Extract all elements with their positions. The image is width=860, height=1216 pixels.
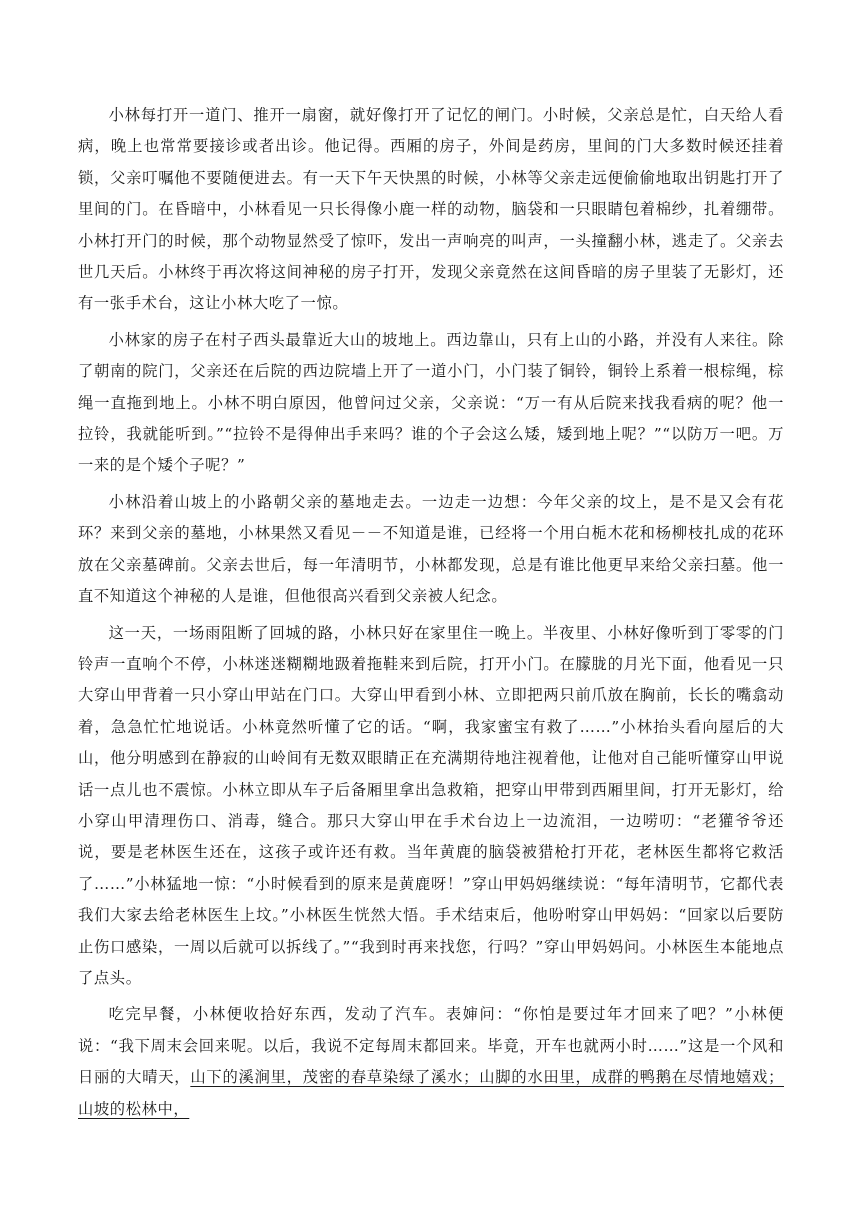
underlined-passage: 山下的溪涧里，茂密的春草染绿了溪水；山脚的水田里，成群的鸭鹅在尽情地嬉戏；山坡的松林中，	[78, 1068, 784, 1118]
paragraph-2: 小林家的房子在村子西头最靠近大山的坡地上。西边靠山，只有上山的小路，并没有人来往。除了朝南的院门，父亲还在后院的西边院墙上开了一道小门，小门装了铜铃，铜铃上系着一根棕绳，棕绳一直拖到地上。小林不明白原因，他曾问过父亲，父亲说：“万一有从后院来找我看病的呢？他一拉铃，我就能听到。”“拉铃不是得伸出手来吗？谁的个子会这么矮，矮到地上呢？”“以防万一吧。万一来的是个矮个子呢？”	[78, 330, 784, 475]
paragraph-1: 小林每打开一道门、推开一扇窗，就好像打开了记忆的闸门。小时候，父亲总是忙，白天给人看病，晚上也常常要接诊或者出诊。他记得。西厢的房子，外间是药房，里间的门大多数时候还挂着锁，父亲叮嘱他不要随便进去。有一天下午天快黑的时候，小林等父亲走远便偷偷地取出钥匙打开了里间的门。在昏暗中，小林看见一只长得像小鹿一样的动物，脑袋和一只眼睛包着棉纱，扎着绷带。小林打开门的时候，那个动物显然受了惊吓，发出一声响亮的叫声，一头撞翻小林，逃走了。父亲去世几天后。小林终于再次将这间神秘的房子打开，发现父亲竟然在这间昏暗的房子里装了无影灯，还有一张手术台，这让小林大吃了一惊。	[78, 106, 784, 313]
paragraph-5-text: 吃完早餐，小林便收拾好东西，发动了汽车。表婶问：“你怕是要过年才回来了吧？”小林便说：“我下周末会回来呢。以后，我说不定每周末都回来。毕竟，开车也就两小时……”这是一个风和日丽的大晴天，	[78, 1005, 784, 1087]
document-page	[78, 100, 784, 1127]
paragraph-4: 这一天，一场雨阻断了回城的路，小林只好在家里住一晚上。半夜里、小林好像听到丁零零的门铃声一直响个不停，小林迷迷糊糊地趿着拖鞋来到后院，打开小门。在朦胧的月光下面，他看见一只大穿山甲背着一只小穿山甲站在门口。大穿山甲看到小林、立即把两只前爪放在胸前，长长的嘴翕动着，急急忙忙地说话。小林竟然听懂了它的话。“啊，我家蜜宝有救了……”小林抬头看向屋后的大山，他分明感到在静寂的山岭间有无数双眼睛正在充满期待地注视着他，让他对自己能听懂穿山甲说话一点儿也不震惊。小林立即从车子后备厢里拿出急救箱，把穿山甲带到西厢里间，打开无影灯，给小穿山甲清理伤口、消毒，缝合。那只大穿山甲在手术台边上一边流泪，一边唠叨：“老獾爷爷还说，要是老林医生还在，这孩子或许还有救。当年黄鹿的脑袋被猎枪打开花，老林医生都将它救活了……”小林猛地一惊：“小时候看到的原来是黄鹿呀！”穿山甲妈妈继续说：“每年清明节，它都代表我们大家去给老林医生上坟。”小林医生恍然大悟。手术结束后，他吩咐穿山甲妈妈：“回家以后要防止伤口感染，一周以后就可以拆线了。”“我到时再来找您，行吗？”穿山甲妈妈问。小林医生本能地点了点头。	[78, 623, 784, 987]
paragraph-5	[78, 999, 784, 1125]
paragraph-3: 小林沿着山坡上的小路朝父亲的墓地走去。一边走一边想：今年父亲的坟上，是不是又会有花环？来到父亲的墓地，小林果然又看见－－不知道是谁，已经将一个用白栀木花和杨柳枝扎成的花环放在父亲墓碑前。父亲去世后，每一年清明节，小林都发现，总是有谁比他更早来给父亲扫墓。他一直不知道这个神秘的人是谁，但他很高兴看到父亲被人纪念。	[78, 492, 784, 606]
